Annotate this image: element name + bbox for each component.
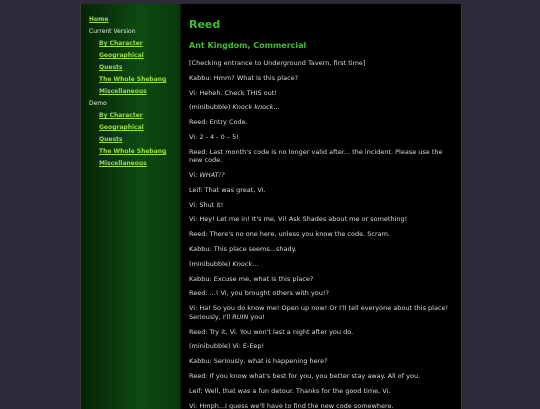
dialogue-emphasis: RUIN <box>232 312 249 321</box>
dialogue-line <box>189 118 455 127</box>
dialogue-line <box>189 89 455 98</box>
dialogue-line <box>189 289 455 298</box>
dialogue-list <box>189 59 455 409</box>
dialogue-text: Leif: Well, that was a fun detour. Thanks for the good time, Vi. <box>189 386 391 395</box>
dialogue-text: (minibubble) Vi: E-Eep! <box>189 342 265 351</box>
dialogue-text: Vi: Shut it! <box>189 200 224 209</box>
dialogue-line <box>189 402 455 409</box>
dialogue-text: Reed: Try it, Vi. You won't last a night after you do. <box>189 327 354 336</box>
nav-section-current-version: Current Version <box>89 28 136 35</box>
dialogue-text: Reed: If you know what's best for you, you better stay away. All of you. <box>189 371 421 380</box>
dialogue-text: (minibubble) <box>189 103 233 112</box>
dialogue-text: Kabbu: Seriously, what is happening here? <box>189 357 328 366</box>
nav-current-whole-shebang[interactable]: The Whole Shebang <box>99 76 167 83</box>
dialogue-line <box>189 372 455 381</box>
dialogue-line <box>189 230 455 239</box>
nav-current-miscellaneous[interactable]: Miscellaneous <box>99 88 147 95</box>
nav-current-geographical[interactable]: Geographical <box>99 52 144 59</box>
dialogue-text: (minibubble) <box>189 259 233 268</box>
dialogue-text: Leif: That was great, Vi. <box>189 185 266 194</box>
dialogue-text: ... <box>273 103 280 112</box>
nav-home-link[interactable]: Home <box>89 16 109 23</box>
nav-demo-by-character[interactable]: By Character <box>99 112 143 119</box>
nav-demo-miscellaneous[interactable]: Miscellaneous <box>99 160 147 167</box>
page-title: Reed <box>189 18 221 31</box>
dialogue-line <box>189 342 455 351</box>
dialogue-text: Vi: 2 - 4 - 0 – 5! <box>189 132 239 141</box>
page-subtitle: Ant Kingdom, Commercial <box>189 41 307 50</box>
dialogue-text: Kabbu: Hmm? What is this place? <box>189 73 299 82</box>
dialogue-line <box>189 59 455 68</box>
dialogue-line <box>189 148 455 165</box>
page-frame <box>80 4 462 409</box>
main-content <box>189 4 455 409</box>
dialogue-line <box>189 103 455 112</box>
dialogue-text: Reed: Entry Code. <box>189 118 248 127</box>
dialogue-line <box>189 171 455 180</box>
nav-current-by-character[interactable]: By Character <box>99 40 143 47</box>
dialogue-line <box>189 357 455 366</box>
dialogue-text: Kabbu: Excuse me, what is this place? <box>189 274 314 283</box>
dialogue-text: Vi: Heheh. Check THIS out! <box>189 88 277 97</box>
dialogue-text: ... <box>252 259 259 268</box>
dialogue-text: Vi: Hey! Let me in! It's me, Vi! Ask Shades about me or something! <box>189 215 408 224</box>
nav-section-demo: Demo <box>89 100 107 107</box>
dialogue-line <box>189 74 455 83</box>
dialogue-line <box>189 201 455 210</box>
dialogue-text: Vi: <box>189 171 200 180</box>
dialogue-text: Vi: Ha! So you do know me! Open up now! Or I'll tell everyone about this place! Seriously, I'll <box>189 304 449 321</box>
dialogue-text: Vi: Hmph...I guess we'll have to find the new code somewhere. <box>189 401 394 409</box>
dialogue-text: you! <box>248 312 265 321</box>
dialogue-emphasis: Knock knock <box>232 103 274 112</box>
sidebar <box>81 4 181 409</box>
dialogue-line <box>189 304 455 321</box>
dialogue-line <box>189 387 455 396</box>
dialogue-text: Reed: Last month's code is no longer valid after... the incident. Please use the new code. <box>189 147 443 165</box>
dialogue-line <box>189 328 455 337</box>
dialogue-text: Kabbu: This place seems...shady. <box>189 245 297 254</box>
dialogue-text: Reed: There's no one here, unless you know the code. Scram. <box>189 230 390 239</box>
nav-demo-quests[interactable]: Quests <box>99 136 123 143</box>
nav-current-quests[interactable]: Quests <box>99 64 123 71</box>
dialogue-line <box>189 260 455 269</box>
dialogue-line <box>189 186 455 195</box>
dialogue-line <box>189 275 455 284</box>
nav-demo-whole-shebang[interactable]: The Whole Shebang <box>99 148 167 155</box>
nav-demo-geographical[interactable]: Geographical <box>99 124 144 131</box>
dialogue-line <box>189 245 455 254</box>
dialogue-emphasis: Knock <box>232 259 253 268</box>
dialogue-text: Reed: ...! Vi, you brought others with you!? <box>189 289 329 298</box>
dialogue-text: [Checking entrance to Underground Tavern, first time] <box>189 59 366 67</box>
dialogue-line <box>189 133 455 142</box>
dialogue-emphasis: WHAT!? <box>199 171 225 180</box>
dialogue-line <box>189 215 455 224</box>
